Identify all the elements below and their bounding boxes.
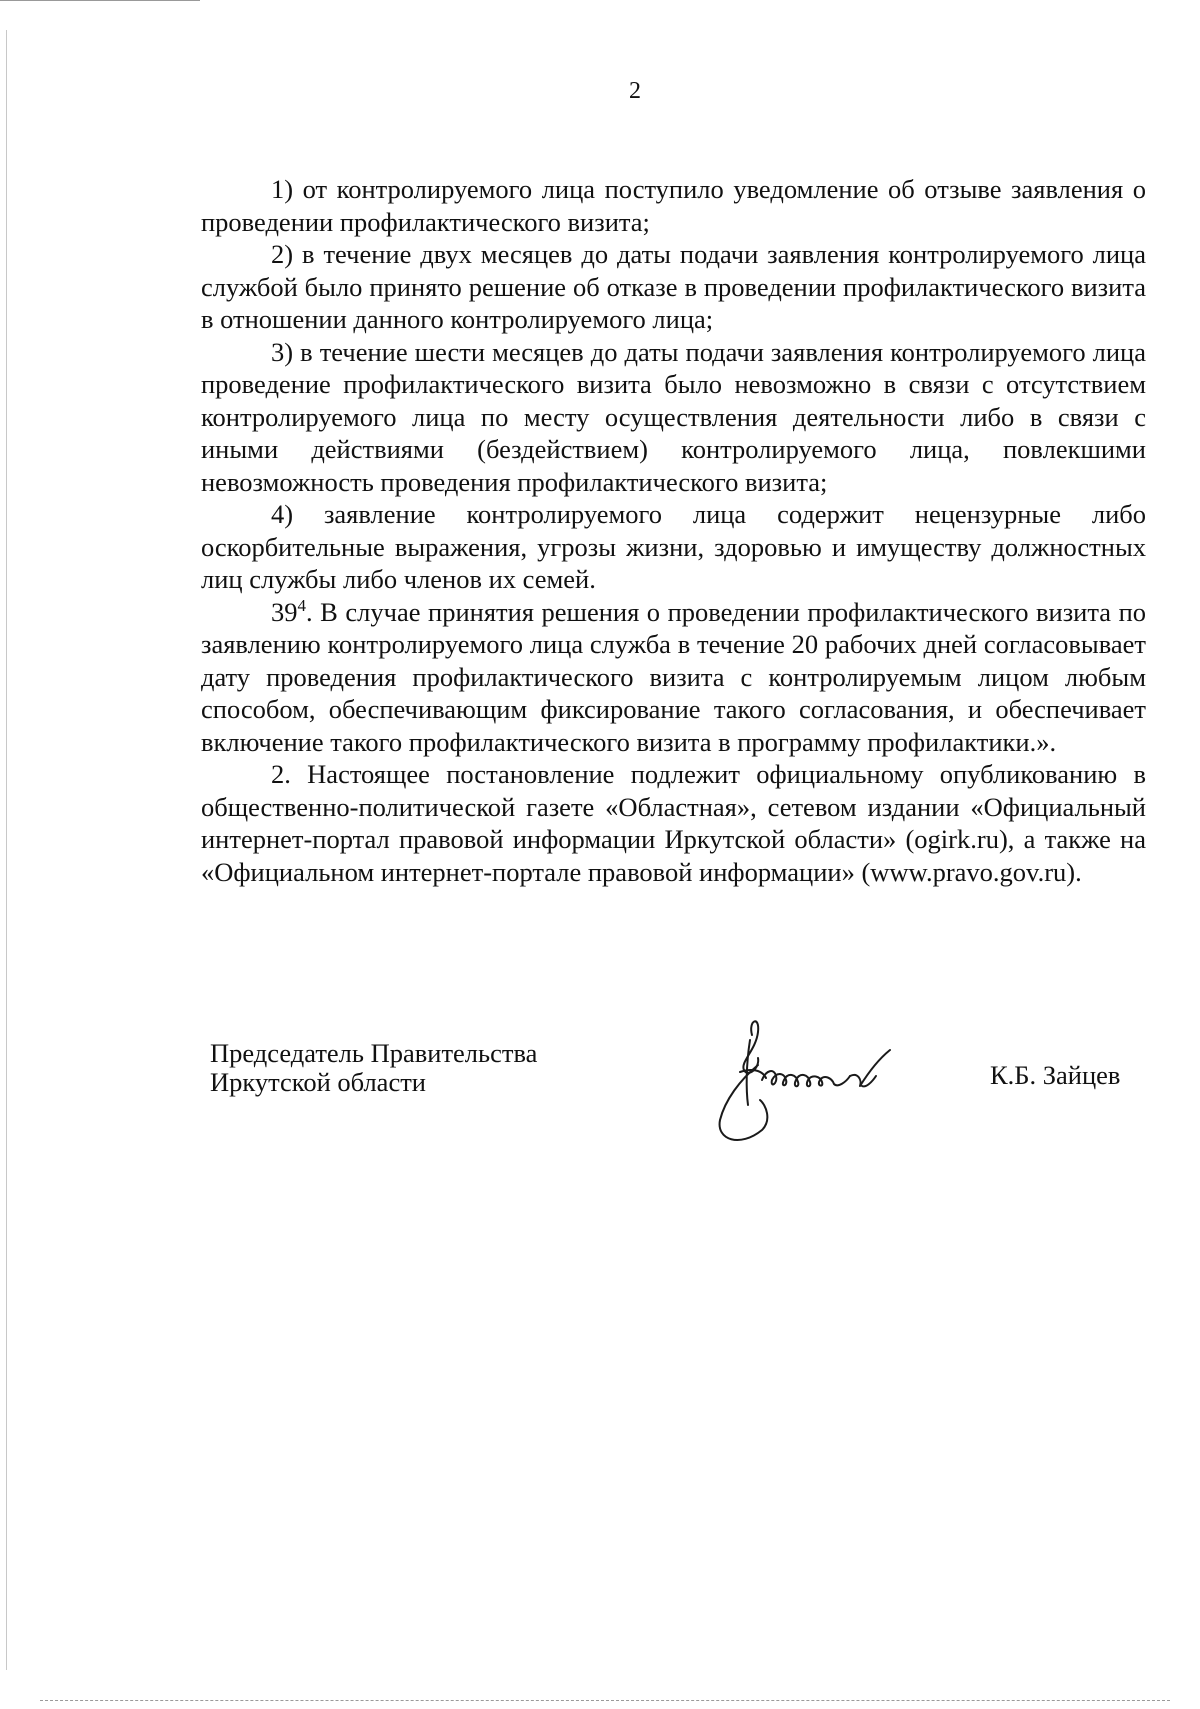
scan-edge-bottom	[40, 1700, 1170, 1702]
clause-39-4	[201, 596, 1146, 759]
clause-text: . В случае принятия решения о проведении профилактического визита по заявлению контролируемого лица служба в течение 20 рабочих дней согласовывает дату проведения профилактического визита с контролируемым лицом любым способом, обеспечивающим фиксирование такого согласования, и обеспечивает включение такого профилактического визита в программу профилактики.».	[201, 596, 1146, 757]
handwritten-signature	[700, 1010, 950, 1160]
clause-superscript: 4	[297, 595, 306, 615]
document-body	[201, 173, 1146, 888]
signer-name: К.Б. Зайцев	[990, 1060, 1121, 1090]
paragraph-item-1: 1) от контролируемого лица поступило уведомление об отзыве заявления о проведении профилактического визита;	[201, 174, 1146, 237]
signatory-title-line-1: Председатель Правительства	[210, 1038, 538, 1068]
paragraph-item-4: 4) заявление контролируемого лица содержит нецензурные либо оскорбительные выражения, угрозы жизни, здоровью и имуществу должностных лиц службы либо членов их семей.	[201, 499, 1146, 594]
page-number: 2	[629, 78, 641, 104]
signatory-title	[210, 1039, 537, 1097]
scan-edge-top	[0, 0, 200, 1]
paragraph-item-3: 3) в течение шести месяцев до даты подачи заявления контролируемого лица проведение профилактического визита было невозможно в связи с отсутствием контролируемого лица по месту осуществления деятельности либо в связи с иными действиями (бездействием) контролируемого лица, повлекшими невозможность проведения профилактического визита;	[201, 336, 1146, 497]
scan-edge-left	[6, 30, 7, 1670]
clause-number: 39	[271, 596, 298, 627]
publication-paragraph: 2. Настоящее постановление подлежит официальному опубликованию в общественно-политической газете «Областная», сетевом издании «Официальный интернет-портал правовой информации Иркутской области» (ogirk.ru), а также на «Официальном интернет-портале правовой информации» (www.pravo.gov.ru).	[201, 759, 1146, 887]
signatory-title-line-2: Иркутской области	[210, 1067, 426, 1097]
paragraph-item-2: 2) в течение двух месяцев до даты подачи заявления контролируемого лица службой было принято решение об отказе в проведении профилактического визита в отношении данного контролируемого лица;	[201, 239, 1146, 334]
